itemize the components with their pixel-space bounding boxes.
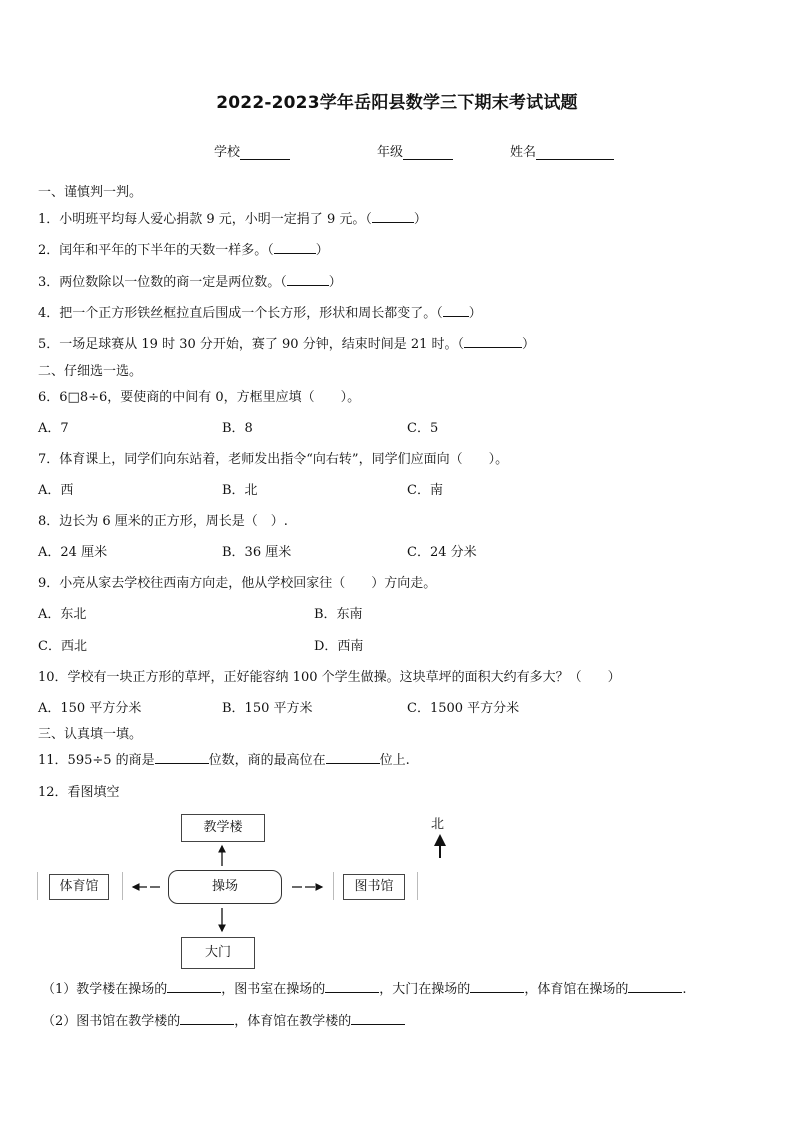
section-2-heading: 二、仔细选一选。 (38, 364, 143, 379)
diagram-box-gym: 体育馆 (49, 874, 109, 900)
question-4: 4．把一个正方形铁丝框拉直后围成一个长方形，形状和周长都变了。（ ） (38, 306, 482, 321)
question-3: 3．两位数除以一位数的商一定是两位数。（ ） (38, 275, 342, 290)
question-12-part-1: （1）教学楼在操场的 ，图书室在操场的 ，大门在操场的 ，体育馆在操场的 . (42, 982, 687, 997)
diagram-box-teaching-building: 教学楼 (181, 814, 265, 842)
question-12: 12．看图填空 (38, 785, 120, 800)
q12-2-blank-2[interactable] (351, 1012, 405, 1025)
q9-option-a[interactable]: A．东北 (38, 607, 87, 622)
q6-option-b[interactable]: B．8 (222, 421, 253, 436)
q7-option-a[interactable]: A．西 (38, 483, 74, 498)
q7-option-c[interactable]: C．南 (407, 483, 443, 498)
name-label: 姓名 (510, 145, 537, 160)
diagram-box-playground: 操场 (168, 870, 282, 904)
q8-option-c[interactable]: C．24 分米 (407, 545, 477, 560)
question-11: 11．595÷5 的商是 位数，商的最高位在 位上. (38, 753, 410, 768)
grade-label: 年级 (377, 145, 404, 160)
q8-option-a[interactable]: A．24 厘米 (38, 545, 108, 560)
q6-option-a[interactable]: A．7 (38, 421, 69, 436)
q12-1-blank-4[interactable] (628, 980, 682, 993)
question-6: 6．6□8÷6，要使商的中间有 0，方框里应填（ ）。 (38, 390, 361, 405)
section-1-heading: 一、谨慎判一判。 (38, 185, 143, 200)
q9-option-c[interactable]: C．西北 (38, 639, 87, 654)
question-9: 9．小亮从家去学校往西南方向走，他从学校回家往（ ）方向走。 (38, 576, 437, 591)
section-3-heading: 三、认真填一填。 (38, 727, 143, 742)
q12-1-blank-1[interactable] (167, 980, 221, 993)
page-title: 2022-2023学年岳阳县数学三下期末考试试题 (216, 93, 578, 113)
question-5: 5．一场足球赛从 19 时 30 分开始，赛了 90 分钟，结束时间是 21 时。（ ） (38, 337, 536, 352)
q9-option-b[interactable]: B．东南 (314, 607, 363, 622)
q7-option-b[interactable]: B．北 (222, 483, 258, 498)
question-8: 8．边长为 6 厘米的正方形，周长是（ ）. (38, 514, 288, 529)
question-10: 10．学校有一块正方形的草坪，正好能容纳 100 个学生做操。这块草坪的面积大约有多大？（ ） (38, 670, 621, 685)
q8-option-b[interactable]: B．36 厘米 (222, 545, 292, 560)
q6-option-c[interactable]: C．5 (407, 421, 439, 436)
north-label: 北 (431, 817, 445, 832)
question-1: 1．小明班平均每人爱心捐款 9 元，小明一定捐了 9 元。（ ） (38, 212, 427, 227)
diagram-box-gate: 大门 (181, 937, 255, 969)
q10-option-c[interactable]: C．1500 平方分米 (407, 701, 520, 716)
q10-option-a[interactable]: A．150 平方分米 (38, 701, 142, 716)
question-7: 7．体育课上，同学们向东站着，老师发出指令“向右转”，同学们应面向（ ）。 (38, 452, 509, 467)
q10-option-b[interactable]: B．150 平方米 (222, 701, 313, 716)
q12-1-blank-3[interactable] (470, 980, 524, 993)
q9-option-d[interactable]: D．西南 (314, 639, 364, 654)
diagram-box-library: 图书馆 (343, 874, 405, 900)
q12-2-blank-1[interactable] (180, 1012, 234, 1025)
question-2: 2．闰年和平年的下半年的天数一样多。（ ） (38, 243, 329, 258)
question-12-part-2: （2）图书馆在教学楼的 ，体育馆在教学楼的 (42, 1010, 405, 1029)
q12-1-blank-2[interactable] (325, 980, 379, 993)
school-label: 学校 (214, 145, 241, 160)
